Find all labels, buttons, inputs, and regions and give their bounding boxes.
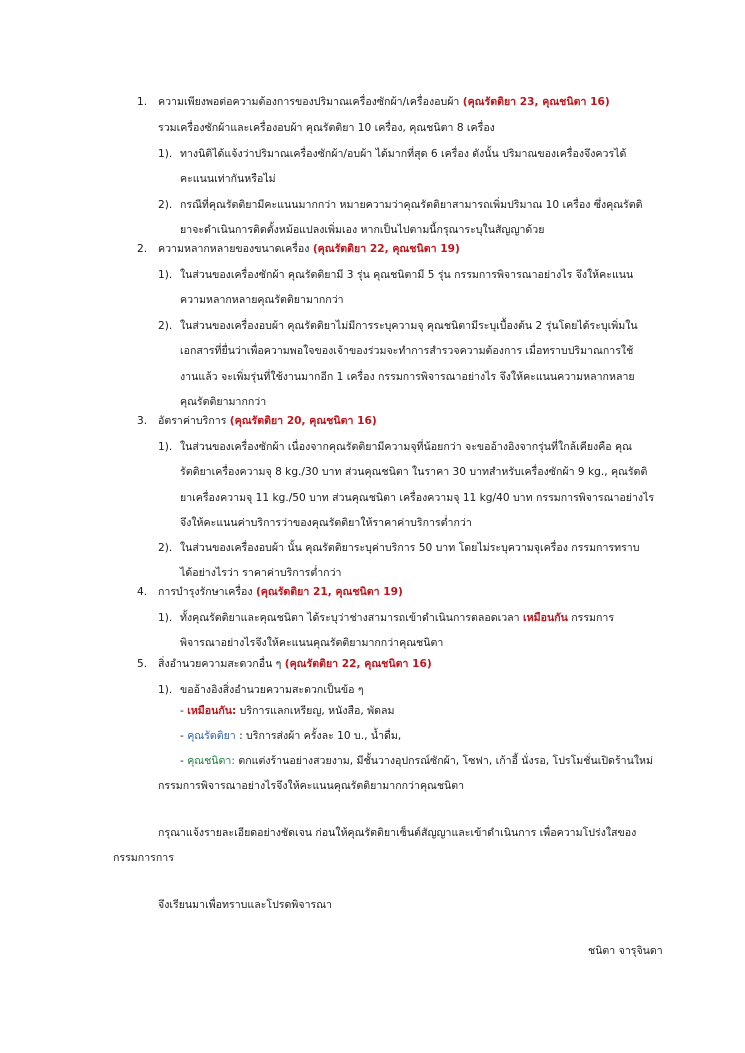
bullet-same-label: เหมือนกัน:: [187, 705, 237, 717]
item-5-number: 5.: [137, 658, 148, 670]
bullet-dash: -: [180, 730, 188, 742]
item-1-sub-2-line-2: ยาจะดำเนินการติดตั้งหม้อแปลงเพิ่มเอง หากเป็นไปตามนี้กรุณาระบุในสัญญาด้วย: [180, 224, 545, 236]
item-2-sub-2-line-4: คุณรัตติยามากกว่า: [180, 396, 267, 408]
item-1-sub-1-line-1: ทางนิติได้แจ้งว่าปริมาณเครื่องซักผ้า/อบผ้า ได้มากที่สุด 6 เครื่อง ดังนั้น ปริมาณของเครื่องจึงควรได้: [180, 148, 627, 160]
item-4-heading: [158, 585, 403, 599]
item-5-bullet-chanita: [180, 754, 653, 768]
request-line-1: กรุณาแจ้งรายละเอียดอย่างชัดเจน ก่อนให้คุณรัตติยาเซ็นต์สัญญาและเข้าดำเนินการ เพื่อความโปร่งใสของ: [158, 827, 637, 839]
item-1-summary: รวมเครื่องซักผ้าและเครื่องอบผ้า คุณรัตติยา 10 เครื่อง, คุณชนิตา 8 เครื่อง: [158, 122, 495, 134]
item-3-sub-2-number: 2).: [158, 542, 173, 554]
item-2-sub-2-line-3: งานแล้ว จะเพิ่มรุ่นที่ใช้งานมากอีก 1 เครื่อง กรรมการพิจารณาอย่างไร จึงให้คะแนนความหลากหลาย: [180, 371, 635, 383]
bullet-rattiya-label: คุณรัตติยา: [187, 730, 236, 742]
item-5-bullet-same: [180, 704, 394, 718]
item-5-score: (คุณรัตติยา 22, คุณชนิตา 16): [284, 658, 432, 670]
item-5-bullet-rattiya: [180, 729, 401, 743]
item-3-sub-1-line-2: รัตติยาเครื่องความจุ 8 kg./30 บาท ส่วนคุณชนิตา ในราคา 30 บาทสำหรับเครื่องซักผ้า 9 kg., คุณรัตติ: [180, 466, 648, 478]
item-4-number: 4.: [137, 586, 148, 598]
item-1-number: 1.: [137, 96, 148, 108]
item-4-sub-1-line-1: [180, 611, 614, 625]
item-2-sub-1-line-1: ในส่วนของเครื่องซักผ้า คุณรัตติยามี 3 รุ่น คุณชนิตามี 5 รุ่น กรรมการพิจารณาอย่างไร จึงให้คะแนน: [180, 269, 634, 281]
item-2-sub-2-number: 2).: [158, 320, 173, 332]
item-5-sub-1-number: 1).: [158, 684, 173, 696]
item-3-sub-2-line-1: ในส่วนของเครื่องอบผ้า นั้น คุณรัตติยาระบุค่าบริการ 50 บาท โดยไม่ระบุความจุเครื่อง กรรมการทราบ: [180, 542, 640, 554]
item-2-number: 2.: [137, 243, 148, 255]
item-3-number: 3.: [137, 415, 148, 427]
item-1-heading: [158, 95, 610, 109]
item-3-sub-1-line-3: ยาเครื่องความจุ 11 kg./50 บาท ส่วนคุณชนิตา เครื่องความจุ 11 kg/40 บาท กรรมการพิจารณาอย่างไร: [180, 492, 655, 504]
bullet-chanita-label: คุณชนิตา:: [187, 755, 235, 767]
item-1-sub-1-line-2: คะแนนเท่ากันหรือไม่: [180, 173, 276, 185]
item-3-sub-1-line-4: จึงให้คะแนนค่าบริการว่าของคุณรัตติยาให้ราคาค่าบริการต่ำกว่า: [180, 517, 472, 529]
item-2-sub-2-line-1: ในส่วนของเครื่องอบผ้า คุณรัตติยาไม่มีการระบุความจุ คุณชนิตามีระบุเบื้องต้น 2 รุ่นโดยได้ระบุเพิ่มใน: [180, 320, 638, 332]
bullet-chanita-text: ตกแต่งร้านอย่างสวยงาม, มีชั้นวางอุปกรณ์ซักผ้า, โซฟา, เก้าอี้ นั่งรอ, โปรโมชั่นเปิดร้านใหม่: [234, 755, 653, 767]
item-2-sub-1-number: 1).: [158, 269, 173, 281]
item-5-title: สิ่งอำนวยความสะดวกอื่น ๆ: [158, 658, 282, 670]
item-3-sub-1-line-1: ในส่วนของเครื่องซักผ้า เนื่องจากคุณรัตติยามีความจุที่น้อยกว่า จะขออ้างอิงจากรุ่นที่ใกล้เคียงคือ คุณ: [180, 441, 632, 453]
item-2-sub-2-line-2: เอกสารที่ยื่นว่าเพื่อความพอใจของเจ้าของร่วมจะทำการสำรวจความต้องการ เมื่อทราบปริมาณการใช้: [180, 345, 634, 357]
item-3-score: (คุณรัตติยา 20, คุณชนิตา 16): [229, 415, 377, 427]
item-2-sub-1-line-2: ความหลากหลายคุณรัตติยามากกว่า: [180, 294, 344, 306]
item-2-title: ความหลากหลายของขนาดเครื่อง: [158, 243, 310, 255]
bullet-dash: -: [180, 705, 188, 717]
item-5-sub-1-line: ขออ้างอิงสิ่งอำนวยความสะดวกเป็นข้อ ๆ: [180, 684, 364, 696]
item-4-sub-1-text-a: ทั้งคุณรัตติยาและคุณชนิตา ได้ระบุว่าช่างสามารถเข้าดำเนินการตลอดเวลา: [180, 612, 523, 624]
item-4-sub-1-number: 1).: [158, 612, 173, 624]
bullet-rattiya-text: : บริการส่งผ้า ครั้งละ 10 บ., น้ำดื่ม,: [235, 730, 402, 742]
item-1-sub-2-number: 2).: [158, 199, 173, 211]
item-2-heading: [158, 242, 460, 256]
item-1-sub-2-line-1: กรณีที่คุณรัตติยามีคะแนนมากกว่า หมายความว่าคุณรัตติยาสามารถเพิ่มปริมาณ 10 เครื่อง ซึ่งคุณรัตติ: [180, 199, 643, 211]
item-3-heading: [158, 414, 377, 428]
request-line-2: กรรมการการ: [113, 852, 174, 864]
item-1-sub-1-number: 1).: [158, 148, 173, 160]
closing-phrase: จึงเรียนมาเพื่อทราบและโปรดพิจารณา: [158, 899, 332, 911]
item-4-title: การบำรุงรักษาเครื่อง: [158, 586, 253, 598]
item-4-score: (คุณรัตติยา 21, คุณชนิตา 19): [255, 586, 403, 598]
item-4-sub-1-text-b: กรรมการ: [567, 612, 615, 624]
item-1-title: ความเพียงพอต่อความต้องการของปริมาณเครื่องซักผ้า/เครื่องอบผ้า: [158, 96, 460, 108]
bullet-same-text: บริการแลกเหรียญ, หนังสือ, พัดลม: [236, 705, 395, 717]
item-3-sub-2-line-2: ได้อย่างไรว่า ราคาค่าบริการต่ำกว่า: [180, 567, 342, 579]
signature-name: ชนิตา จารุจินดา: [588, 945, 663, 957]
item-3-title: อัตราค่าบริการ: [158, 415, 227, 427]
item-4-sub-1-same-label: เหมือนกัน: [523, 612, 568, 624]
bullet-dash: -: [180, 755, 188, 767]
item-2-score: (คุณรัตติยา 22, คุณชนิตา 19): [312, 243, 460, 255]
item-5-closing: กรรมการพิจารณาอย่างไรจึงให้คะแนนคุณรัตติยามากกว่าคุณชนิตา: [158, 780, 465, 792]
item-3-sub-1-number: 1).: [158, 441, 173, 453]
item-5-heading: [158, 657, 432, 671]
item-4-sub-1-line-2: พิจารณาอย่างไรจึงให้คะแนนคุณรัตติยามากกว่าคุณชนิตา: [180, 637, 444, 649]
item-1-score: (คุณรัตติยา 23, คุณชนิตา 16): [462, 96, 610, 108]
